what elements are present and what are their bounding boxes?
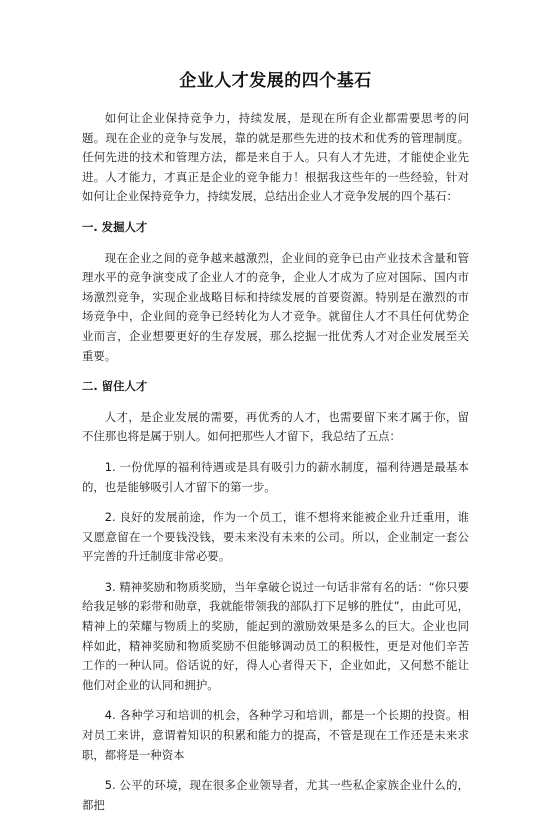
- retain-point-2: 2. 良好的发展前途，作为一个员工，谁不想将来能被企业升迁重用，谁又愿意留在一个要钱没钱，要未来没有未来的公司。所以，企业制定一套公平完善的升迁制度非常必要。: [82, 510, 469, 564]
- section-heading-retain-talent: 二. 留住人才: [82, 379, 148, 394]
- document-title: 企业人才发展的四个基石: [179, 71, 372, 91]
- section-intro-retain-talent: 人才，是企业发展的需要，再优秀的人才，也需要留下来才属于你，留不住那也将是属于别人。如何把那些人才留下，我总结了五点：: [82, 409, 469, 444]
- section-body-discover-talent: 现在企业之间的竞争越来越激烈，企业间的竞争已由产业技术含量和管理水平的竞争演变成了企业人才的竞争，企业人才成为了应对国际、国内市场激烈竞争，实现企业战略目标和持续发展的首要资源。特别是在激烈的市场竞争中，企业间的竞争已经转化为人才竞争。就留住人才不具任何优势企业而言，企业想要更好的生存发展，那么挖掘一批优秀人才对企业发展至关重要。: [82, 250, 469, 363]
- retain-point-3: 3. 精神奖励和物质奖励，当年拿破仑说过一句话非常有名的话：“你只要给我足够的彩带和勋章，我就能带领我的部队打下足够的胜仗”，由此可见，精神上的荣耀与物质上的奖励，能起到的激励效果是多么的巨大。企业也同样如此，精神奖励和物质奖励不但能够调动员工的积极性，更是对他们辛苦工作的一种认同。俗话说的好，得人心者得天下，企业如此，又何愁不能让他们对企业的认同和拥护。: [82, 579, 469, 692]
- retain-point-5: 5. 公平的环境，现在很多企业领导者，尤其一些私企家族企业什么的，都把: [82, 778, 469, 812]
- section-heading-discover-talent: 一. 发掘人才: [82, 219, 148, 234]
- intro-paragraph: 如何让企业保持竞争力，持续发展，是现在所有企业都需要思考的问题。现在企业的竞争与发展，靠的就是那些先进的技术和优秀的管理制度。任何先进的技术和管理方法，都是来自于人。只有人才先进，才能使企业先进。人才能力，才真正是企业的竞争能力！根据我这些年的一些经验，针对如何让企业保持竞争力，持续发展，总结出企业人才竞争发展的四个基石：: [82, 111, 469, 204]
- retain-point-4: 4. 各种学习和培训的机会，各种学习和培训，都是一个长期的投资。相对员工来讲，意谓着知识的积累和能力的提高，不管是现在工作还是未来求职，都将是一种资本: [82, 708, 469, 762]
- retain-point-1: 1. 一份优厚的福利待遇或是具有吸引力的薪水制度，福利待遇是最基本的，也是能够吸引人才留下的第一步。: [82, 459, 469, 494]
